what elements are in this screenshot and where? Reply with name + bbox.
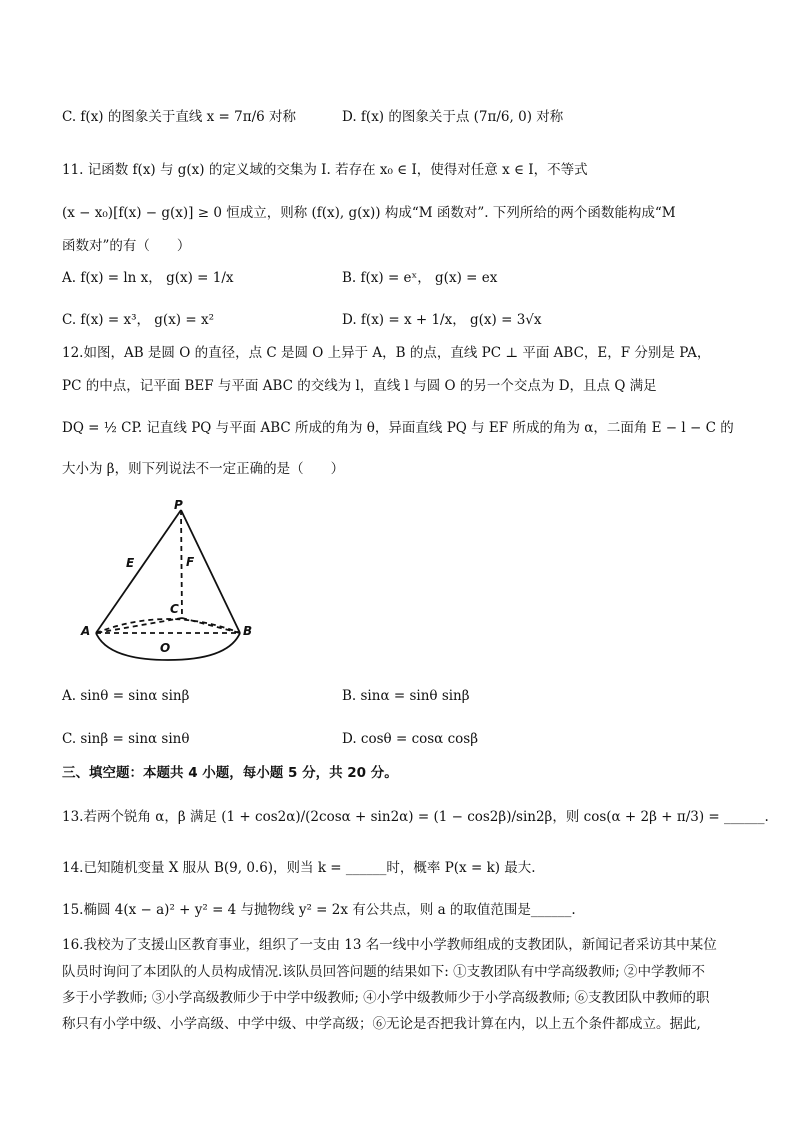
figure-label-c: C: [170, 602, 179, 616]
q12-stem-line1: 12.如图，AB 是圆 O 的直径，点 C 是圆 O 上异于 A，B 的点，直线 PC ⊥ 平面 ABC，E，F 分别是 PA，: [62, 345, 711, 361]
figure-base-back-arc: [96, 619, 240, 633]
figure-label-f: F: [186, 555, 195, 569]
figure-edge-pc: [181, 510, 182, 618]
q10-option-d: D. f(x) 的图象关于点 (7π/6, 0) 对称: [342, 109, 564, 125]
figure-label-p: P: [174, 500, 183, 512]
q12-option-c: C. sinβ = sinα sinθ: [62, 731, 190, 747]
figure-label-e: E: [126, 556, 135, 570]
q11-stem-line3: 函数对”的有（ ）: [62, 238, 191, 254]
q16-line3: 多于小学教师; ③小学高级教师少于中学中级教师; ④小学中级教师少于小学高级教师; ⑥支教团队中教师的职: [62, 990, 710, 1006]
figure-chord-ca: [96, 618, 182, 633]
figure-label-a: A: [81, 624, 91, 638]
q12-stem-line4: 大小为 β，则下列说法不一定正确的是（ ）: [62, 461, 345, 477]
q16-line2: 队员时询问了本团队的人员构成情况.该队员回答问题的结果如下: ①支教团队有中学高级教师; ②中学教师不: [62, 964, 705, 980]
q13-text: 13.若两个锐角 α，β 满足 (1 + cos2α)/(2cosα + sin2α) = (1 − cos2β)/sin2β，则 cos(α + 2β + π/3) = ______.: [62, 809, 769, 825]
q11-option-a: A. f(x) = ln x， g(x) = 1/x: [62, 270, 234, 286]
cone-figure: [78, 500, 258, 670]
q11-option-d: D. f(x) = x + 1/x， g(x) = 3√x: [342, 312, 542, 328]
figure-edge-pa: [96, 510, 181, 633]
q11-stem-line2: (x − x₀)[f(x) − g(x)] ≥ 0 恒成立，则称 (f(x), g(x)) 构成“M 函数对”. 下列所给的两个函数能构成“M: [62, 205, 676, 221]
figure-label-o: O: [160, 641, 171, 655]
q11-option-c: C. f(x) = x³， g(x) = x²: [62, 312, 214, 328]
q16-line4: 称只有小学中级、小学高级、中学中级、中学高级；⑥无论是否把我计算在内，以上五个条件都成立。据此,: [62, 1016, 701, 1032]
q11-stem-line1: 11. 记函数 f(x) 与 g(x) 的定义域的交集为 I. 若存在 x₀ ∈ I，使得对任意 x ∈ I，不等式: [62, 162, 588, 178]
q14-text: 14.已知随机变量 X 服从 B(9, 0.6)，则当 k = ______时，概率 P(x = k) 最大.: [62, 860, 536, 876]
q10-option-c: C. f(x) 的图象关于直线 x = 7π/6 对称: [62, 109, 297, 125]
q11-option-b: B. f(x) = eˣ， g(x) = ex: [342, 270, 498, 286]
q12-option-a: A. sinθ = sinα sinβ: [62, 688, 190, 704]
q15-text: 15.椭圆 4(x − a)² + y² = 4 与抛物线 y² = 2x 有公共点，则 a 的取值范围是______.: [62, 902, 576, 918]
q12-stem-line2: PC 的中点，记平面 BEF 与平面 ABC 的交线为 l，直线 l 与圆 O 的另一个交点为 D，且点 Q 满足: [62, 378, 657, 394]
figure-edge-pb: [181, 510, 240, 633]
q12-option-d: D. cosθ = cosα cosβ: [342, 731, 479, 747]
figure-label-b: B: [243, 624, 253, 638]
q12-stem-line3: DQ = ½ CP. 记直线 PQ 与平面 ABC 所成的角为 θ，异面直线 PQ 与 EF 所成的角为 α，二面角 E − l − C 的: [62, 420, 734, 436]
section-heading: 三、填空题：本题共 4 小题，每小题 5 分，共 20 分。: [62, 765, 398, 781]
q12-option-b: B. sinα = sinθ sinβ: [342, 688, 470, 704]
q16-line1: 16.我校为了支援山区教育事业，组织了一支由 13 名一线中小学教师组成的支教团队，新闻记者采访其中某位: [62, 937, 717, 953]
